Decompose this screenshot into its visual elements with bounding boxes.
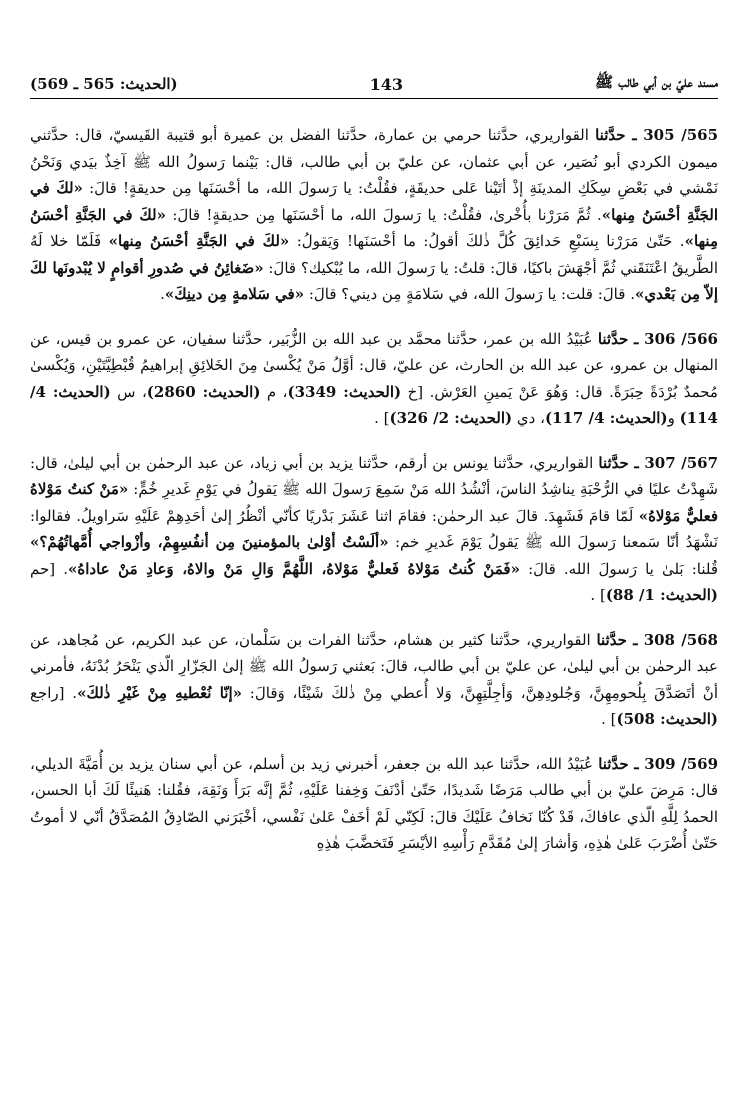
body-text: فَلَمّا خلا لَهُ الطَّريقُ اعْتَنَقَني ثُمَّ أجْهَشَ باكيًا، قالَ: قلتُ: يا رَسولَ الله، ما يُبْكيك؟ قالَ: [30, 232, 718, 277]
bold-text: حدَّثنا [598, 453, 629, 472]
book-title: مسند عليّ بن أبي طالب ﷺ [594, 73, 718, 91]
bold-text: «ضَغائِنُ في صُدورِ أقوامٍ لا يُبْدونَها لكَ إلاّ مِن بَعْدي» [30, 258, 718, 303]
hadith-number: 566/ 306 ـ [628, 329, 718, 348]
hadith-paragraph [30, 122, 718, 308]
body-text: عُبَيْدُ الله بن عمر، حدَّثنا محمَّد بن عبد الله بن الزُّبَير، حدَّثنا سفيان، عن عمرو بن قيس، عن المنهال بن عمرو، عن عبد الله بن الحارث، عن عليّ، قال: أوَّلُ مَنْ يُكْسىٰ مِنَ الخَلائِقِ إبراهيمُ قُبْطِيَّتَيْنِ، وَيُكْسىٰ مُحمدٌ بُرْدَةً حِبَرَةً. قال: وَهُوَ عَنْ يَمينِ العَرْش. [خ [30, 329, 718, 401]
bold-text: (الحديث: 4/ 117) [544, 409, 668, 427]
hadith-paragraph [30, 450, 718, 609]
bold-text: «إنّا نُعْطيهِ مِنْ غَيْرِ ذٰلكَ» [77, 683, 242, 702]
body-text: . حَتّىٰ مَرَرْنا بِسَبْعِ حَدائِقَ كُلَّ ذٰلكَ أقولُ: ما أحْسَنَها! وَيَقولُ: [289, 232, 685, 250]
page-number: 143 [369, 74, 403, 94]
bold-text: «ألَسْتُ أوْلىٰ بالمؤمنينَ مِن أنفُسِهِمْ، وأزْواجي أُمَّهاتُهُمْ؟» [30, 533, 389, 551]
bold-text: (الحديث: 2860) [146, 382, 261, 401]
bold-text: «لكَ في الجَنَّةِ أحْسَنُ مِنها» [30, 205, 718, 250]
header-rule [30, 98, 718, 99]
hadith-range: (الحديث: 565 ـ 569) [30, 75, 178, 93]
bold-text: «فَمَنْ كُنتُ مَوْلاهُ فَعليٌّ مَوْلاهُ، اللَّهُمَّ وَالِ مَنْ والاهُ، وَعادِ مَنْ عاداهُ» [68, 559, 520, 578]
page-content [30, 122, 718, 857]
body-text: القواريري، حدَّثنا يونس بن أرقم، حدَّثنا يزيد بن أبي زياد، عن عبد الرحمٰن بن أبي ليلىٰ، قال: شَهِدْتُ عليًا في الرُّحْبَةِ يناشِدُ الناسَ، أنْشُدُ الله مَنْ سَمِعَ رَسولَ الله ﷺ يَقولُ في يَوْمِ غَديرِ خُمٍّ: [30, 453, 718, 498]
body-text: قُلنا: بَلىٰ يا رَسولَ الله. قالَ: [519, 559, 718, 578]
bold-text: حدَّثنا [596, 630, 627, 649]
hadith-number: 567/ 307 ـ [628, 453, 719, 472]
book-page [30, 60, 718, 1090]
body-text: ] . [601, 710, 617, 728]
bold-text: (الحديث: 3349) [287, 382, 402, 401]
bold-text: (الحديث: 1/ 88) [605, 586, 718, 604]
body-text: القواريري، حدَّثنا حرمي بن عمارة، حدَّثنا الفضل بن عميرة أبو قتيبة القَيسيّ، قال: حدَّثني ميمون الكردي أبو نُصَير، عن أبي عثمان، عن عليّ بن أبي طالب، قال: بَيْنما رَسولُ الله ﷺ آخِذٌ بيَدي وَنَحْنُ نَمْشي في بَعْضِ سِكَكِ المدينَةِ إذْ أتَيْنا عَلى حديقَةٍ، فقُلْتُ: يا رَسولَ الله، ما أحْسَنَها مِن حديقةٍ! قالَ: [30, 126, 719, 197]
body-text: . [حم [30, 559, 68, 578]
bold-text: «لكَ في الجَنَّةِ أحْسَنُ مِنها» [30, 179, 719, 224]
body-text: ، س [110, 382, 147, 401]
body-text: ] . [374, 409, 390, 427]
body-text: ] . [590, 586, 606, 604]
bold-text: «لكَ في الجَنَّةِ أحْسَنُ مِنها» [108, 232, 290, 250]
bold-text: (الحديث: 2/ 326) [389, 409, 513, 427]
body-text: عُبَيْدُ الله، حدَّثنا عبد الله بن جعفر، أخبرني زيد بن أسلم، عن أبي سنان يزيد بن أُمَيَّةَ الديلي، قال: مَرِضَ عليّ بن أبي طالب مَرَضًا شَديدًا، حَتّىٰ أدْنَفَ وَخِفنا عَلَيْهِ، ثُمَّ إنَّه بَرَأَ وَنَقِهَ، فقُلنا: هَنيئًا لَكَ أبا الحسن، الحمدُ لِلَّهِ الّذي عافاكَ، قَدْ كُنّا نَخافُ عَلَيْكَ قالَ: لَكِنّي لَمْ أخَفْ عَلىٰ نَفْسي، أخْبَرَني الصّادِقُ المُصَدَّقُ أنّي لا أموتُ حَتّىٰ أُضْرَبَ عَلىٰ هٰذِهِ، وَأشارَ إلىٰ مُقَدَّمِ رَأْسِهِ الأيْسَرِ فَتَخضَّبَ هٰذِهِ [30, 754, 718, 852]
bold-text: حدَّثنا [597, 329, 629, 348]
page-header [30, 70, 718, 98]
bold-text: حدَّثنا [595, 126, 626, 144]
bold-text: (الحديث: 508) [616, 710, 718, 728]
hadith-paragraph [30, 326, 718, 432]
bold-text: «مَنْ كنتُ مَوْلاهُ فعليٌّ مَوْلاهُ» [30, 480, 718, 525]
bold-text: (الحديث: 4/ 114) [30, 382, 718, 427]
body-text: . قالَ: قلت: يا رَسولَ الله، في سَلامَةٍ مِن ديني؟ قالَ: [304, 285, 635, 303]
bold-text: حدَّثنا [598, 754, 629, 773]
body-text: ، م [260, 382, 288, 401]
hadith-number: 565/ 305 ـ [625, 126, 719, 144]
body-text: القواريري، حدَّثنا كثير بن هشام، حدَّثنا الفرات بن سَلْمان، عن عبد الكريم، عن مُجاهد، عن عبد الرحمٰن بن أبي ليلىٰ، عن عليّ بن أبي طالب، قالَ: بَعثني رَسولُ الله ﷺ إلىٰ الجَزّارِ الّذي يَنْحَرُ بُدْنَهُ، فأمرني أنْ أتَصَدَّقَ بِلُحومِهِنَّ، وَجُلودِهِنَّ، وَأجِلَّتِهِنَّ، وَلا أُعطي مِنْ ذٰلكَ شَيْئًا، وَقالَ: [30, 630, 718, 702]
bold-text: «في سَلامةٍ مِن دينِكَ» [164, 285, 305, 303]
body-text: ، دي [512, 409, 545, 427]
body-text: . ثُمَّ مَرَرْنا بأُخْرىٰ، فقُلْتُ: يا رَسولَ الله، ما أحْسَنَها مِن حديقةٍ! قالَ: [165, 205, 602, 224]
body-text: و [667, 409, 680, 427]
body-text: . [راجع [30, 683, 78, 702]
body-text: لَمّا قامَ فَشَهِدَ. قالَ عبد الرحمٰن: فقامَ اثنا عَشَرَ بَدْريًا كأنّي أنْظُرُ إلىٰ أحَدِهِمْ عَلَيْهِ سَراويلُ. فقالوا: نَشْهَدُ أنّا سَمعنا رَسولَ الله ﷺ يَقولُ يَوْمَ غَديرِ خم: [30, 506, 718, 551]
hadith-paragraph [30, 751, 718, 857]
body-text: . [160, 285, 165, 303]
hadith-number: 569/ 309 ـ [628, 754, 719, 773]
hadith-paragraph [30, 627, 718, 733]
hadith-number: 568/ 308 ـ [626, 630, 718, 649]
